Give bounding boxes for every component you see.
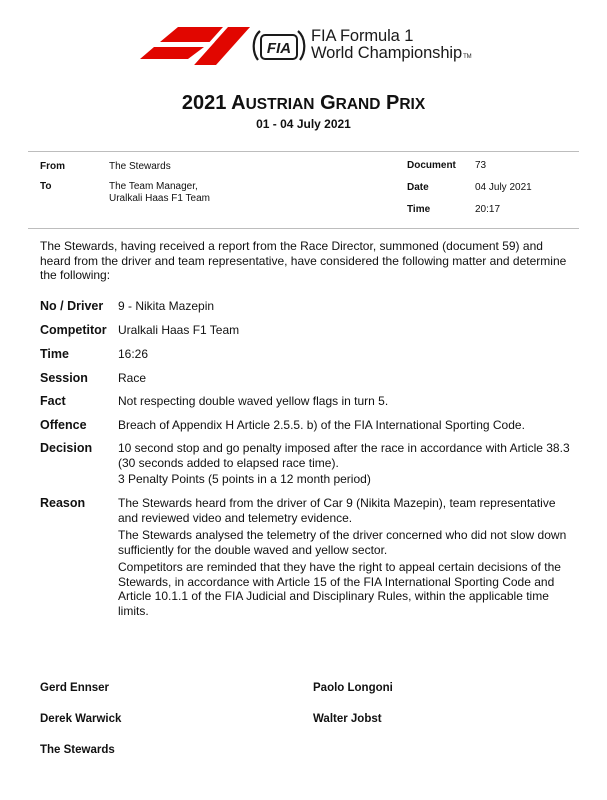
reason-paragraph-3: Competitors are reminded that they have the right to appeal certain decisions of the Stewards, in accordance with Article 15 of the FIA International Sporting Code and Article 10.1.1 of the FIA Judicial and Disciplinary Rules, within the applicable time limits.: [118, 560, 561, 618]
offence-value: Breach of Appendix H Article 2.5.5. b) of the FIA International Sporting Code.: [118, 418, 525, 432]
document-label: Document: [407, 160, 456, 171]
document-header: [0, 0, 607, 80]
championship-line-1: FIA Formula 1: [311, 27, 414, 45]
date-value: 04 July 2021: [475, 182, 532, 193]
session-value: Race: [118, 371, 147, 385]
competitor-value: Uralkali Haas F1 Team: [118, 323, 240, 337]
decision-paragraph-2: 3 Penalty Points (5 points in a 12 month period): [118, 472, 371, 486]
time-value: 20:17: [475, 204, 501, 215]
reason-label: Reason: [40, 496, 86, 510]
race-dates: 01 - 04 July 2021: [256, 117, 351, 131]
divider-bottom: [28, 228, 579, 229]
intro-paragraph: The Stewards, having received a report from the Race Director, summoned (document 59) and heard from the driver and team representative, have considered the following matter and determine the following:: [40, 239, 567, 282]
championship-title: [311, 28, 472, 66]
incident-time-value: 16:26: [118, 347, 149, 361]
session-label: Session: [40, 371, 88, 385]
reason-paragraph-1: The Stewards heard from the driver of Car 9 (Nikita Mazepin), team representative and reviewed video and telemetry evidence.: [118, 496, 556, 525]
race-word-prix-rest: RIX: [399, 96, 426, 113]
driver-value: 9 - Nikita Mazepin: [118, 299, 215, 313]
from-label: From: [40, 161, 65, 172]
race-word-prix-initial: P: [385, 92, 400, 114]
to-label: To: [40, 181, 52, 192]
date-label: Date: [407, 182, 429, 193]
race-title: [0, 92, 607, 115]
driver-label: No / Driver: [40, 299, 104, 313]
decision-label: Decision: [40, 441, 93, 455]
divider-top: [28, 151, 579, 152]
competitor-label: Competitor: [40, 323, 107, 337]
race-word-austrian: [231, 92, 314, 114]
incident-time-label: Time: [40, 347, 69, 361]
race-word-austrian-rest: USTRIAN: [245, 96, 315, 113]
fia-badge-text: FIA: [266, 40, 292, 57]
race-word-grand: [320, 92, 380, 114]
fact-value: Not respecting double waved yellow flags in turn 5.: [118, 394, 389, 408]
f1-logo: [138, 27, 250, 65]
offence-label: Offence: [40, 418, 87, 432]
to-value-line-2: Uralkali Haas F1 Team: [109, 193, 210, 204]
reason-paragraph-2: The Stewards analysed the telemetry of the driver concerned who did not slow down sufficiently for the double waved and yellow sector.: [118, 528, 567, 557]
fact-label: Fact: [40, 394, 66, 408]
decision-paragraph-1: 10 second stop and go penalty imposed after the race in accordance with Article 38.3 (30 seconds added to elapsed race time).: [118, 441, 570, 470]
steward-signature-1: Gerd Ennser: [40, 682, 110, 694]
f1-logo-f-mid: [140, 47, 204, 59]
steward-signature-3: Derek Warwick: [40, 713, 122, 725]
from-value: The Stewards: [109, 161, 171, 172]
championship-line-2: [311, 45, 472, 66]
steward-signature-2: Paolo Longoni: [313, 682, 393, 694]
to-value-line-1: The Team Manager,: [109, 181, 198, 192]
championship-line-2-text: World Championship: [311, 44, 463, 62]
document-number: 73: [475, 160, 487, 171]
stewards-footer: The Stewards: [40, 744, 115, 756]
race-word-grand-rest: RAND: [335, 96, 381, 113]
fia-badge-icon: [252, 26, 306, 66]
race-word-austrian-initial: A: [231, 92, 246, 114]
race-word-prix: [386, 92, 425, 114]
race-year: 2021: [181, 92, 227, 114]
steward-signature-4: Walter Jobst: [313, 713, 382, 725]
trademark-mark: TM: [463, 54, 472, 60]
race-word-grand-initial: G: [320, 92, 336, 114]
time-label: Time: [407, 204, 431, 215]
